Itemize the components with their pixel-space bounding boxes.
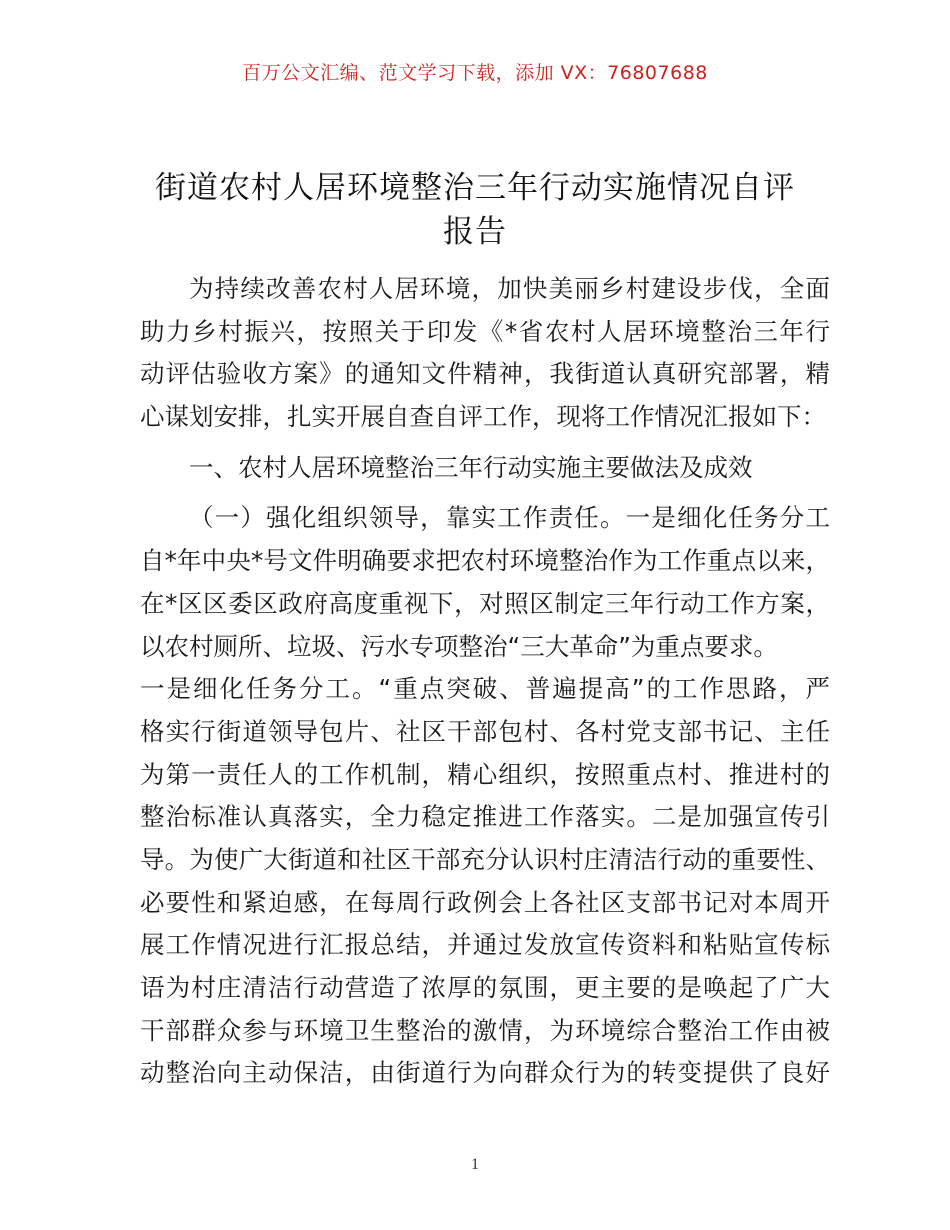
section-body-line: 语为村庄清洁行动营造了浓厚的氛围，更主要的是唤起了广大 xyxy=(140,973,830,1002)
section-body-line: 以农村厕所、垃圾、污水专项整治“三大革命”为重点要求。 xyxy=(140,631,778,661)
document-title xyxy=(120,166,830,254)
section-body-line: 导。为使广大街道和社区干部充分认识村庄清洁行动的重要性、 xyxy=(140,844,830,874)
header-watermark-note: 百万公文汇编、范文学习下载，添加 VX：76807688 xyxy=(242,62,708,84)
document-body xyxy=(140,268,830,1095)
section-body-line: 自*年中央*号文件明确要求把农村环境整治作为工作重点以来， xyxy=(140,546,830,576)
section-body-line: （一）强化组织领导，靠实工作责任。一是细化任务分工 xyxy=(189,503,830,533)
section-body-line: 在*区区委区政府高度重视下，对照区制定三年行动工作方案， xyxy=(140,588,830,618)
section-body-line: 动整治向主动保洁，由街道行为向群众行为的转变提供了良好 xyxy=(140,1058,830,1088)
paragraph-gap xyxy=(140,439,830,447)
intro-line: 心谋划安排，扎实开展自查自评工作，现将工作情况汇报如下： xyxy=(140,402,826,432)
section-heading: 一、农村人居环境整治三年行动实施主要做法及成效 xyxy=(189,452,753,482)
title-line-1: 街道农村人居环境整治三年行动实施情况自评 xyxy=(155,170,795,206)
section-body-line: 必要性和紧迫感，在每周行政例会上各社区支部书记对本周开 xyxy=(140,887,830,917)
title-line-2: 报告 xyxy=(443,214,507,250)
intro-line: 为持续改善农村人居环境，加快美丽乡村建设步伐，全面 xyxy=(189,274,830,303)
page-number: 1 xyxy=(471,1156,479,1173)
section-body-line: 整治标准认真落实，全力稳定推进工作落实。二是加强宣传引 xyxy=(140,802,830,832)
paragraph-gap xyxy=(140,489,830,497)
section-body-line: 展工作情况进行汇报总结，并通过发放宣传资料和粘贴宣传标 xyxy=(140,930,830,960)
section-body-line: 为第一责任人的工作机制，精心组织，按照重点村、推进村的 xyxy=(140,759,830,789)
section-body-line: 干部群众参与环境卫生整治的激情，为环境综合整治工作由被 xyxy=(140,1015,830,1045)
section-body-line: 格实行街道领导包片、社区干部包村、各村党支部书记、主任 xyxy=(140,716,830,746)
section-body-line: 一是细化任务分工。“重点突破、普遍提高”的工作思路，严 xyxy=(140,674,830,704)
intro-line: 动评估验收方案》的通知文件精神，我街道认真研究部署，精 xyxy=(140,359,830,389)
intro-line: 助力乡村振兴，按照关于印发《*省农村人居环境整治三年行 xyxy=(140,316,830,346)
